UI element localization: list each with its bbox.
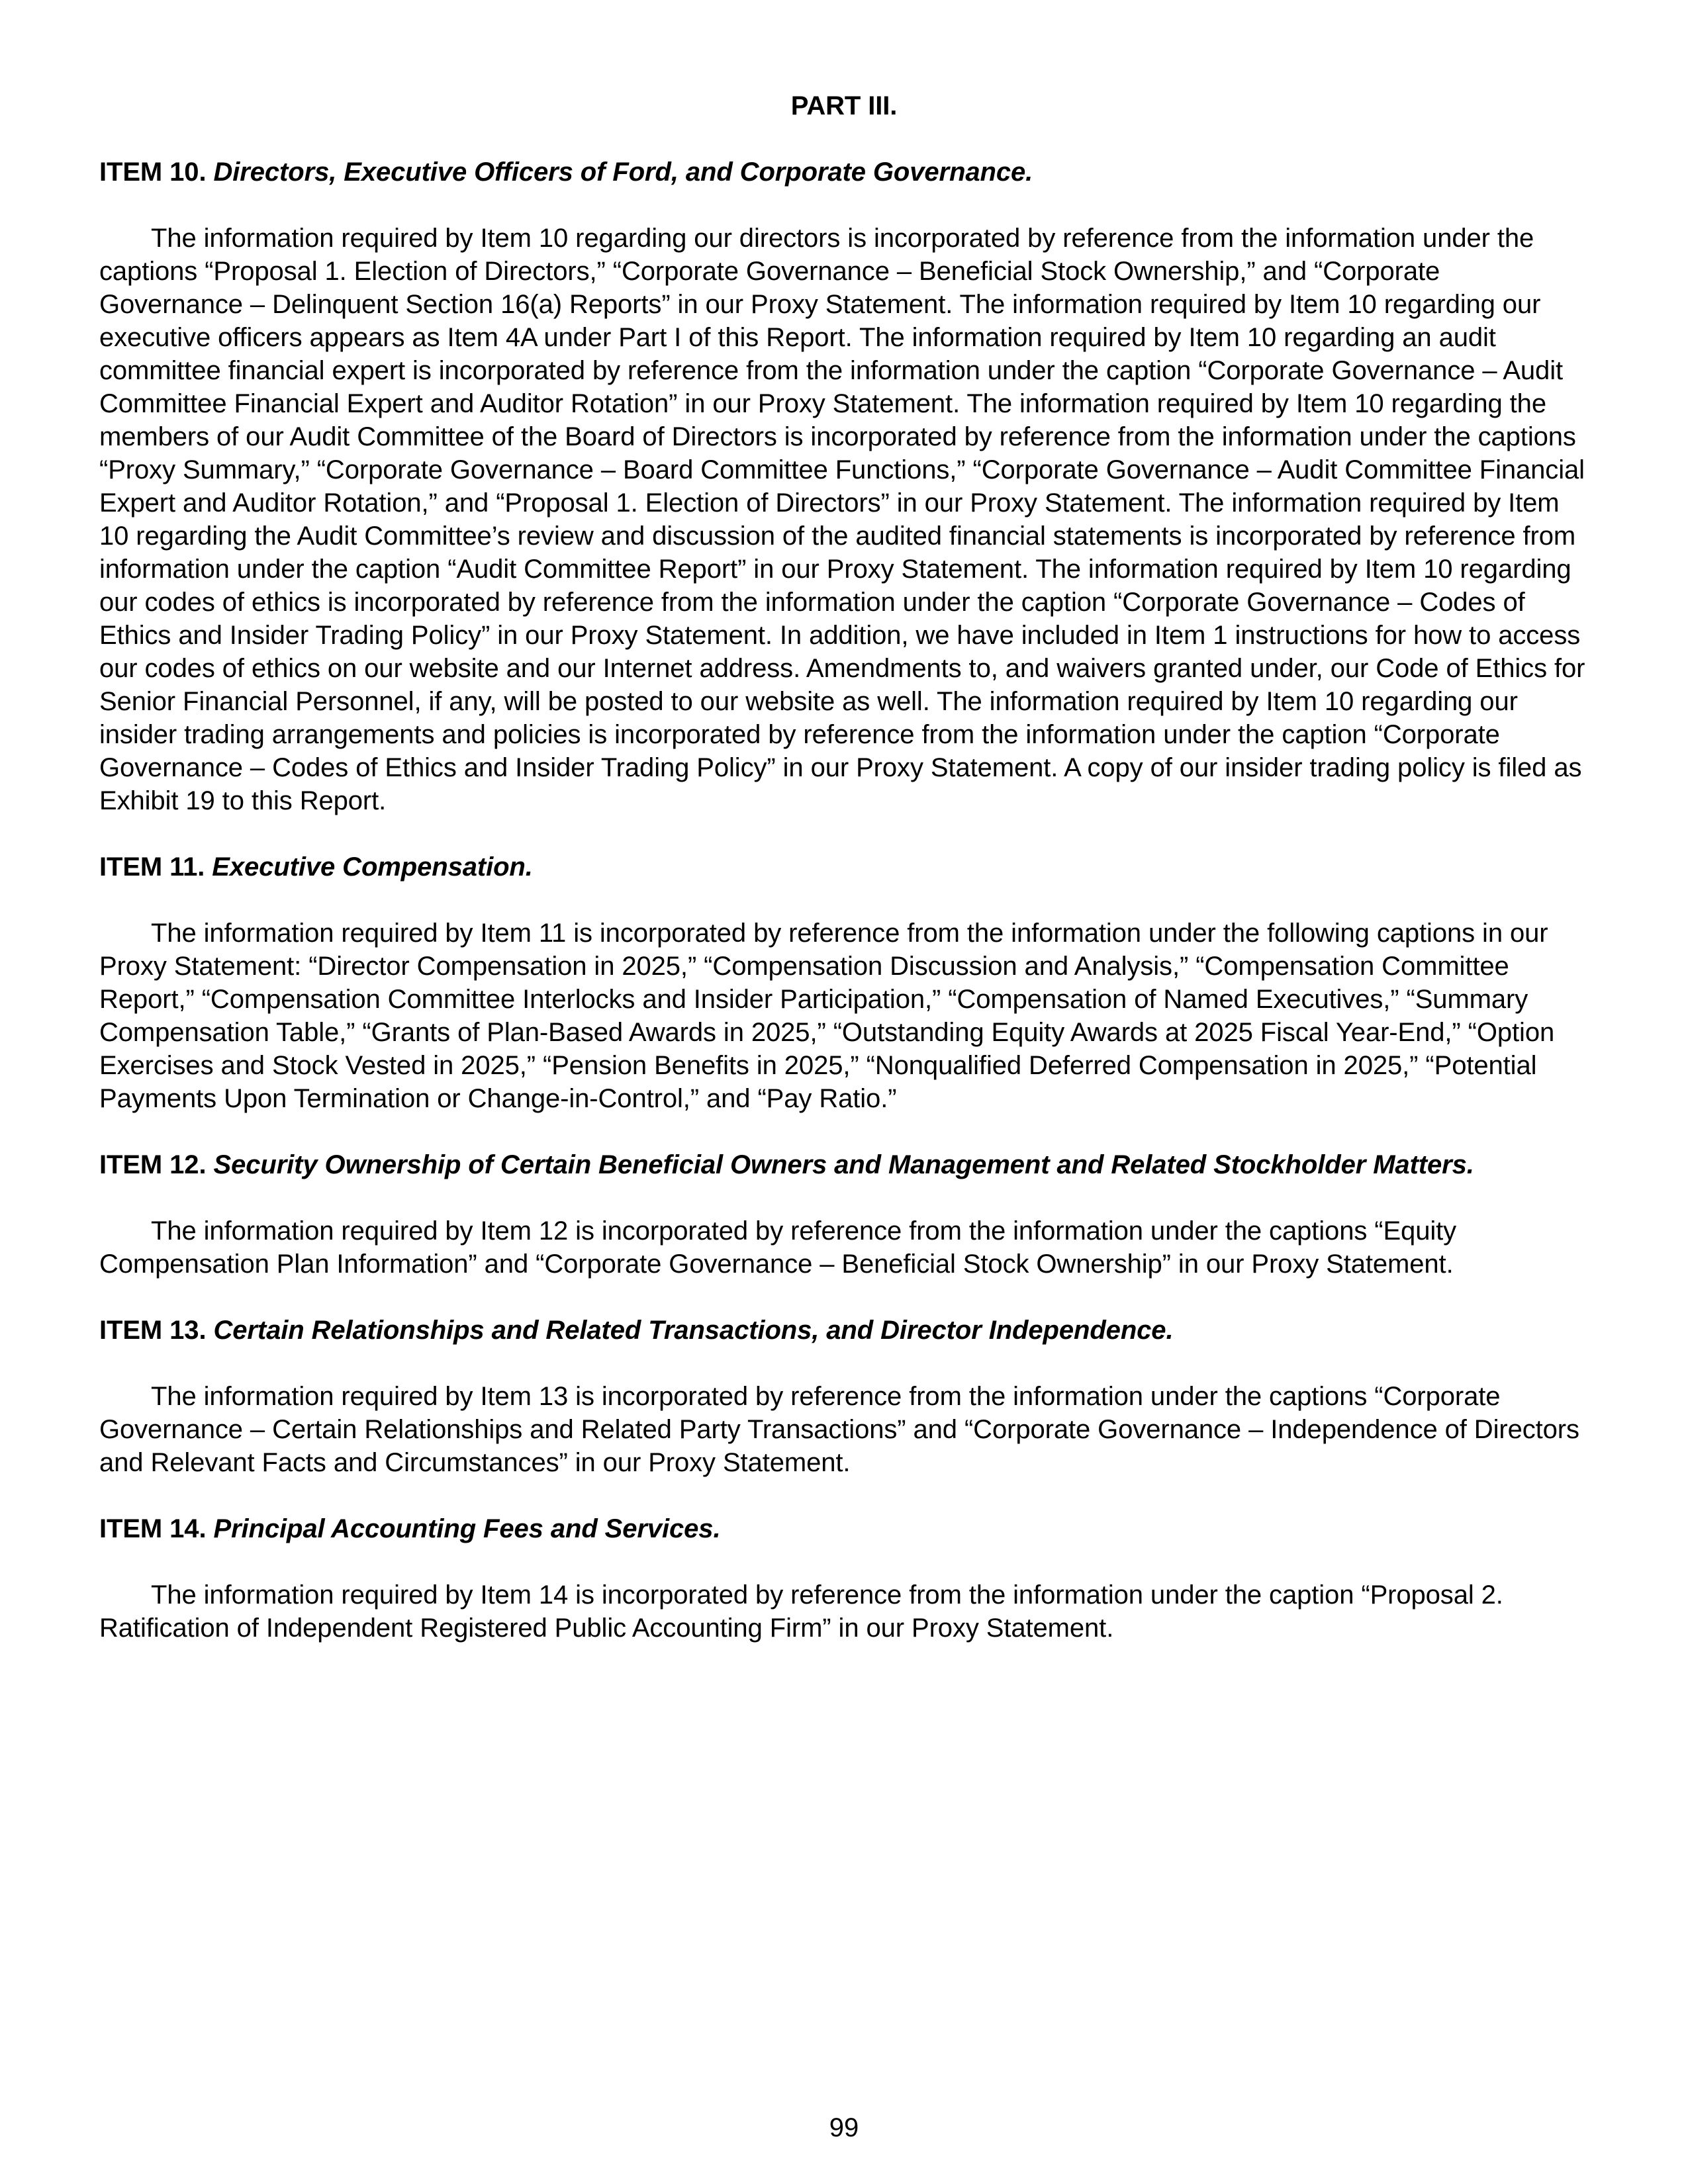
page-number: 99 xyxy=(829,2113,859,2142)
item-14-section xyxy=(99,1512,1589,1645)
item-14-label: ITEM 14. xyxy=(99,1514,207,1543)
item-14-text: The information required by Item 14 is incorporated by reference from the information under the caption “Proposal 2. Ratification of Independent Registered Public Accounting Firm” in our Proxy Statement. xyxy=(99,1580,1503,1643)
item-12-text: The information required by Item 12 is incorporated by reference from the information under the captions “Equity Compensation Plan Information” and “Corporate Governance – Beneficial Stock Ownership” in our Proxy Statement. xyxy=(99,1216,1457,1279)
item-13-title: Certain Relationships and Related Transactions, and Director Independence. xyxy=(213,1316,1174,1345)
item-13-heading xyxy=(99,1314,1589,1347)
item-11-text: The information required by Item 11 is incorporated by reference from the information under the following captions in our Proxy Statement: “Director Compensation in 2025,” “Compensation Discussion and Analysis,” “Compensation Committee Report,” “Compensation Committee Interlocks and Insider Participation,” “Compensation of Named Executives,” “Summary Compensation Table,” “Grants of Plan-Based Awards in 2025,” “Outstanding Equity Awards at 2025 Fiscal Year-End,” “Option Exercises and Stock Vested in 2025,” “Pension Benefits in 2025,” “Nonqualified Deferred Compensation in 2025,” “Potential Payments Upon Termination or Change-in-Control,” and “Pay Ratio.” xyxy=(99,919,1555,1113)
item-12-section xyxy=(99,1148,1589,1281)
item-10-label: ITEM 10. xyxy=(99,158,207,187)
item-13-section xyxy=(99,1314,1589,1479)
item-10-heading xyxy=(99,156,1589,189)
document-page xyxy=(99,89,1589,1678)
item-10-text: The information required by Item 10 regarding our directors is incorporated by reference from the information under the captions “Proposal 1. Election of Directors,” “Corporate Governance – Beneficial Stock Ownership,” and “Corporate Governance – Delinquent Section 16(a) Reports” in our Proxy Statement. The information required by Item 10 regarding our executive officers appears as Item 4A under Part I of this Report. The information required by Item 10 regarding an audit committee financial expert is incorporated by reference from the information under the caption “Corporate Governance – Audit Committee Financial Expert and Auditor Rotation” in our Proxy Statement. The information required by Item 10 regarding the members of our Audit Committee of the Board of Directors is incorporated by reference from the information under the captions “Proxy Summary,” “Corporate Governance – Board Committee Functions,” “Corporate Governance – Audit Committee Financial Expert and Auditor Rotation,” and “Proposal 1. Election of Directors” in our Proxy Statement. The information required by Item 10 regarding the Audit Committee’s review and discussion of the audited financial statements is incorporated by reference from information under the caption “Audit Committee Report” in our Proxy Statement. The information required by Item 10 regarding our codes of ethics is incorporated by reference from the information under the caption “Corporate Governance – Codes of Ethics and Insider Trading Policy” in our Proxy Statement. In addition, we have included in Item 1 instructions for how to access our codes of ethics on our website and our Internet address. Amendments to, and waivers granted under, our Code of Ethics for Senior Financial Personnel, if any, will be posted to our website as well. The information required by Item 10 regarding our insider trading arrangements and policies is incorporated by reference from the information under the caption “Corporate Governance – Codes of Ethics and Insider Trading Policy” in our Proxy Statement. A copy of our insider trading policy is filed as Exhibit 19 to this Report. xyxy=(99,224,1585,815)
item-10-section xyxy=(99,156,1589,817)
item-12-title: Security Ownership of Certain Beneficial Owners and Management and Related Stockholder Matters. xyxy=(213,1150,1474,1179)
item-13-text: The information required by Item 13 is incorporated by reference from the information under the captions “Corporate Governance – Certain Relationships and Related Party Transactions” and “Corporate Governance – Independence of Directors and Relevant Facts and Circumstances” in our Proxy Statement. xyxy=(99,1382,1579,1477)
item-14-title: Principal Accounting Fees and Services. xyxy=(213,1514,721,1543)
item-11-title: Executive Compensation. xyxy=(212,852,533,882)
item-10-title: Directors, Executive Officers of Ford, and Corporate Governance. xyxy=(213,158,1033,187)
item-11-label: ITEM 11. xyxy=(99,852,205,882)
item-12-label: ITEM 12. xyxy=(99,1150,207,1179)
item-13-label: ITEM 13. xyxy=(99,1316,207,1345)
item-14-heading xyxy=(99,1512,1589,1545)
part-title: PART III. xyxy=(790,91,898,120)
item-12-heading xyxy=(99,1148,1589,1181)
item-11-section xyxy=(99,850,1589,1115)
item-11-heading xyxy=(99,850,1589,884)
